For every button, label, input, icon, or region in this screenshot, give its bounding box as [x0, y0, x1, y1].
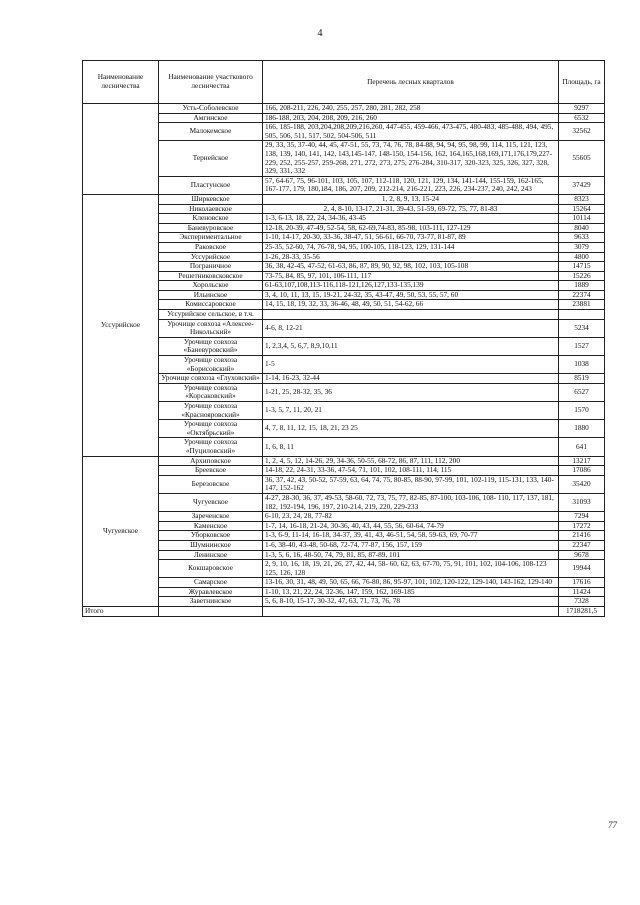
table-row [83, 176, 605, 194]
uchastok-cell: Баневуровское [159, 223, 263, 233]
table-row [83, 356, 605, 374]
uchastok-cell: Шумнинское [159, 540, 263, 550]
table-row [83, 262, 605, 272]
kvartaly-cell: 1, 2, 8, 9, 13, 15-24 [263, 194, 559, 204]
uchastok-cell: Заветнинское [159, 597, 263, 607]
uchastok-cell: Экспериментальное [159, 233, 263, 243]
area-cell: 37429 [559, 176, 605, 194]
table-row [83, 281, 605, 291]
uchastok-cell: Урочище совхоза «Борисовский» [159, 356, 263, 374]
table-row [83, 233, 605, 243]
table-row [83, 194, 605, 204]
kvartaly-cell: 1-10, 13, 21, 22, 24, 32-36, 147, 159, 162, 169-185 [263, 587, 559, 597]
area-cell: 17086 [559, 466, 605, 476]
kvartaly-cell: 57, 64-67, 75, 96-101, 103, 105, 107, 112-118, 120, 121, 129, 134, 141-144, 155-159, 162-165, 167-177, 179, 180,184, 186, 207, 209, 212-214, 216-221, 223, 226, 234-237, 240, 242, 243 [263, 176, 559, 194]
header-uch: Наименование участкового лесничества [159, 61, 263, 104]
uchastok-cell: Решетниковсковское [159, 271, 263, 281]
total-value: 1718281,5 [559, 607, 605, 617]
uchastok-cell: Уборковское [159, 531, 263, 541]
uchastok-cell: Урочище совхоза «Октябрьский» [159, 420, 263, 438]
total-row [83, 607, 605, 617]
area-cell: 55605 [559, 141, 605, 176]
uchastok-cell: Урочище совхоза «Глуховский» [159, 374, 263, 384]
uchastok-cell: Урочище совхоза «Баневуровский» [159, 337, 263, 355]
uchastok-cell: Березовское [159, 475, 263, 493]
kvartaly-cell: 61-63,107,108,113-116,118-121,126,127,133-135,139 [263, 281, 559, 291]
kvartaly-cell: 1-3, 6-13, 18, 22, 24, 34-36, 43-45 [263, 214, 559, 224]
table-row [83, 438, 605, 456]
total-empty-kv [263, 607, 559, 617]
kvartaly-cell: 186-188, 203, 204, 208, 209, 216, 260 [263, 113, 559, 123]
area-cell: 22374 [559, 290, 605, 300]
area-cell: 10114 [559, 214, 605, 224]
uchastok-cell: Самарское [159, 578, 263, 588]
kvartaly-cell: 1, 6, 8, 11 [263, 438, 559, 456]
kvartaly-cell: 1-6, 38-40, 43-48, 50-68, 72-74, 77-87, 156, 157, 159 [263, 540, 559, 550]
area-cell: 17616 [559, 578, 605, 588]
table-row [83, 300, 605, 310]
area-cell: 11424 [559, 587, 605, 597]
uchastok-cell: Хорольское [159, 281, 263, 291]
area-cell: 8519 [559, 374, 605, 384]
kvartaly-cell: 6-10, 23, 24, 28, 77-82 [263, 512, 559, 522]
table-row [83, 512, 605, 522]
uchastok-cell: Урочище совхоза «Корсаковский» [159, 383, 263, 401]
total-empty-uch [159, 607, 263, 617]
header-kv: Перечень лесных кварталов [263, 61, 559, 104]
table-row [83, 597, 605, 607]
kvartaly-cell: 36, 37, 42, 43, 50-52, 57-59, 63, 64, 74, 75, 80-85, 88-90, 97-99, 101, 102-119, 115-131, 133, 140-147, 152-162 [263, 475, 559, 493]
table-row [83, 383, 605, 401]
table-row [83, 493, 605, 511]
kvartaly-cell: 73-75, 84, 85, 97, 101, 106-111, 117 [263, 271, 559, 281]
table-row [83, 531, 605, 541]
table-row [83, 420, 605, 438]
table-row [83, 560, 605, 578]
uchastok-cell: Архиповское [159, 456, 263, 466]
uchastok-cell: Урочище совхоза «Краснояровский» [159, 402, 263, 420]
header-row [83, 61, 605, 104]
kvartaly-cell: 14-18, 22, 24-31, 33-36, 47-54, 71, 101, 102, 108-111, 114, 115 [263, 466, 559, 476]
area-cell: 31093 [559, 493, 605, 511]
uchastok-cell: Урочище совхоза «Пуциловский» [159, 438, 263, 456]
area-cell: 4800 [559, 252, 605, 262]
uchastok-cell: Журавлевское [159, 587, 263, 597]
area-cell: 9678 [559, 550, 605, 560]
uchastok-cell: Кокшаровское [159, 560, 263, 578]
uchastok-cell: Амгинское [159, 113, 263, 123]
table-row [83, 402, 605, 420]
kvartaly-cell: 25-35, 52-60, 74, 76-78, 94, 95, 100-105, 118-123, 129, 131-144 [263, 242, 559, 252]
uchastok-cell: Пластунское [159, 176, 263, 194]
table-row [83, 319, 605, 337]
area-cell: 19944 [559, 560, 605, 578]
uchastok-cell: Каменское [159, 521, 263, 531]
kvartaly-cell: 14, 15, 18, 19, 32, 33, 36-46, 48, 49, 50, 51, 54-62, 66 [263, 300, 559, 310]
area-cell: 8323 [559, 194, 605, 204]
area-cell: 5234 [559, 319, 605, 337]
kvartaly-cell: 1-3, 6-9, 11-14, 16-18, 34-37, 39, 41, 43, 46-51, 54, 58, 59-63, 69, 70-77 [263, 531, 559, 541]
uchastok-cell: Комиссаровское [159, 300, 263, 310]
uchastok-cell: Урочище совхоза «Алексее-Никольский» [159, 319, 263, 337]
kvartaly-cell: 2, 9, 10, 16, 18, 19, 21, 26, 27, 42, 44, 58- 60, 62, 63, 67-70, 75, 91, 101, 102, 104-106, 108-123 125, 126, 128 [263, 560, 559, 578]
kvartaly-cell: 1-26, 28-33, 35-56 [263, 252, 559, 262]
area-cell: 8040 [559, 223, 605, 233]
area-cell: 14715 [559, 262, 605, 272]
kvartaly-cell: 166, 208-211, 226, 240, 255, 257, 280, 281, 282, 258 [263, 104, 559, 114]
header-les: Наименование лесничества [83, 61, 159, 104]
kvartaly-cell: 1-14, 16-23, 32-44 [263, 374, 559, 384]
uchastok-cell: Тернейское [159, 141, 263, 176]
header-area: Площадь, га [559, 61, 605, 104]
area-cell: 32562 [559, 123, 605, 141]
area-cell: 1570 [559, 402, 605, 420]
table-row [83, 475, 605, 493]
table-row [83, 123, 605, 141]
uchastok-cell: Раковское [159, 242, 263, 252]
table-row [83, 214, 605, 224]
kvartaly-cell: 29, 33, 35, 37-40, 44, 45, 47-51, 55, 73, 74, 76, 78, 84-88, 94, 94, 95, 98, 99, 114, 115, 121, 123, 138, 139, 140, 141, 142, 143,145-147, 148-150, 154-156, 162, 164,165,168,169,171,176,179,227-229, 252, 255-257, 259-268, 271, 272, 273, 275, 276-284, 310-317, 320-323, 325, 326, 327, 328, 329, 331, 332 [263, 141, 559, 176]
uchastok-cell: Пограничное [159, 262, 263, 272]
table-row [83, 578, 605, 588]
uchastok-cell: Зареченское [159, 512, 263, 522]
area-cell: 22347 [559, 540, 605, 550]
kvartaly-cell: 1-21, 25, 28-32, 35, 36 [263, 383, 559, 401]
lesnichestvo-cell [83, 104, 159, 195]
area-cell [559, 310, 605, 320]
kvartaly-cell: 1-7, 14, 16-18, 21-24, 30-36, 40, 43, 44, 55, 56, 60-64, 74-79 [263, 521, 559, 531]
area-cell: 1038 [559, 356, 605, 374]
table-row [83, 242, 605, 252]
total-label: Итого [83, 607, 159, 617]
area-cell: 15264 [559, 204, 605, 214]
kvartaly-cell: 2, 4, 8-10, 13-17, 21-31, 39-43, 51-59, 69-72, 75, 77, 81-83 [263, 204, 559, 214]
table-row [83, 540, 605, 550]
kvartaly-cell [263, 310, 559, 320]
area-cell: 17272 [559, 521, 605, 531]
area-cell: 9633 [559, 233, 605, 243]
table-row [83, 374, 605, 384]
area-cell: 6527 [559, 383, 605, 401]
uchastok-cell: Усть-Соболевское [159, 104, 263, 114]
kvartaly-cell: 1, 2,3,4, 5, 6,7, 8,9,10,11 [263, 337, 559, 355]
area-cell: 6532 [559, 113, 605, 123]
table-row [83, 104, 605, 114]
area-cell: 1527 [559, 337, 605, 355]
area-cell: 1880 [559, 420, 605, 438]
uchastok-cell: Уссурийское сельское, в т.ч. [159, 310, 263, 320]
forest-quarters-table [82, 60, 605, 617]
kvartaly-cell: 4-27, 28-30, 36, 37, 49-53, 58-60, 72, 73, 75, 77, 82-85, 87-100, 103-106, 108- 110, 117, 137, 181, 182, 192-194, 196, 197, 210-214, 219, 220, 229-233 [263, 493, 559, 511]
kvartaly-cell: 36, 38, 42-45, 47-52, 61-63, 86, 87, 89, 90, 92, 98, 102, 103, 105-108 [263, 262, 559, 272]
kvartaly-cell: 1, 2, 4, 5, 12, 14-26, 29, 34-36, 50-55, 68-72, 86, 87, 111, 112, 200 [263, 456, 559, 466]
kvartaly-cell: 13-16, 30, 31, 48, 49, 50, 65, 66, 76-80, 86, 95-97, 101, 102, 120-122, 129-140, 143-162, 129-140 [263, 578, 559, 588]
kvartaly-cell: 5, 6, 8-10, 15-17, 30-32, 47, 63, 71, 73, 76, 78 [263, 597, 559, 607]
uchastok-cell: Ширкевское [159, 194, 263, 204]
area-cell: 35420 [559, 475, 605, 493]
area-cell: 13217 [559, 456, 605, 466]
kvartaly-cell: 1-3, 5, 7, 11, 20, 21 [263, 402, 559, 420]
kvartaly-cell: 4, 7, 8, 11, 12, 15, 18, 21, 23 25 [263, 420, 559, 438]
kvartaly-cell: 3, 4, 10, 11, 13, 15, 19-21, 24-32, 35, 43-47, 49, 50, 53, 55, 57, 60 [263, 290, 559, 300]
area-cell: 641 [559, 438, 605, 456]
uchastok-cell: Уссурийское [159, 252, 263, 262]
lesnichestvo-cell: Уссурийское [83, 194, 159, 456]
uchastok-cell: Бреевское [159, 466, 263, 476]
table-body [83, 104, 605, 617]
area-cell: 21416 [559, 531, 605, 541]
kvartaly-cell: 166, 185-188, 203,204,208,209,216,260, 447-455, 459-466, 473-475, 480-483, 485-488, 494, 495, 505, 506, 511, 517, 502, 504-506, 511 [263, 123, 559, 141]
kvartaly-cell: 1-10, 14-17, 20-30, 33-36, 38-47, 51, 56-61, 66-70, 73-77, 81-87, 89 [263, 233, 559, 243]
uchastok-cell: Кленовское [159, 214, 263, 224]
table-row [83, 310, 605, 320]
kvartaly-cell: 12-18, 20-39, 47-49, 52-54, 58, 62-69,74-83, 85-98, 103-111, 127-129 [263, 223, 559, 233]
uchastok-cell: Чугуевское [159, 493, 263, 511]
uchastok-cell: Николаевское [159, 204, 263, 214]
area-cell: 9297 [559, 104, 605, 114]
kvartaly-cell: 1-3, 5, 6, 16, 48-50, 74, 79, 81, 85, 87-89, 101 [263, 550, 559, 560]
margin-mark: 77 [608, 820, 617, 830]
table-row [83, 141, 605, 176]
uchastok-cell: Ленинское [159, 550, 263, 560]
area-cell: 7294 [559, 512, 605, 522]
table-row [83, 466, 605, 476]
area-cell: 1889 [559, 281, 605, 291]
area-cell: 15226 [559, 271, 605, 281]
area-cell: 3079 [559, 242, 605, 252]
area-cell: 23881 [559, 300, 605, 310]
kvartaly-cell: 1-5 [263, 356, 559, 374]
uchastok-cell: Ильинское [159, 290, 263, 300]
table-row [83, 337, 605, 355]
page-number: 4 [317, 28, 323, 39]
kvartaly-cell: 4-6, 8, 12-21 [263, 319, 559, 337]
uchastok-cell: Малокемское [159, 123, 263, 141]
area-cell: 7328 [559, 597, 605, 607]
lesnichestvo-cell: Чугуевское [83, 456, 159, 607]
